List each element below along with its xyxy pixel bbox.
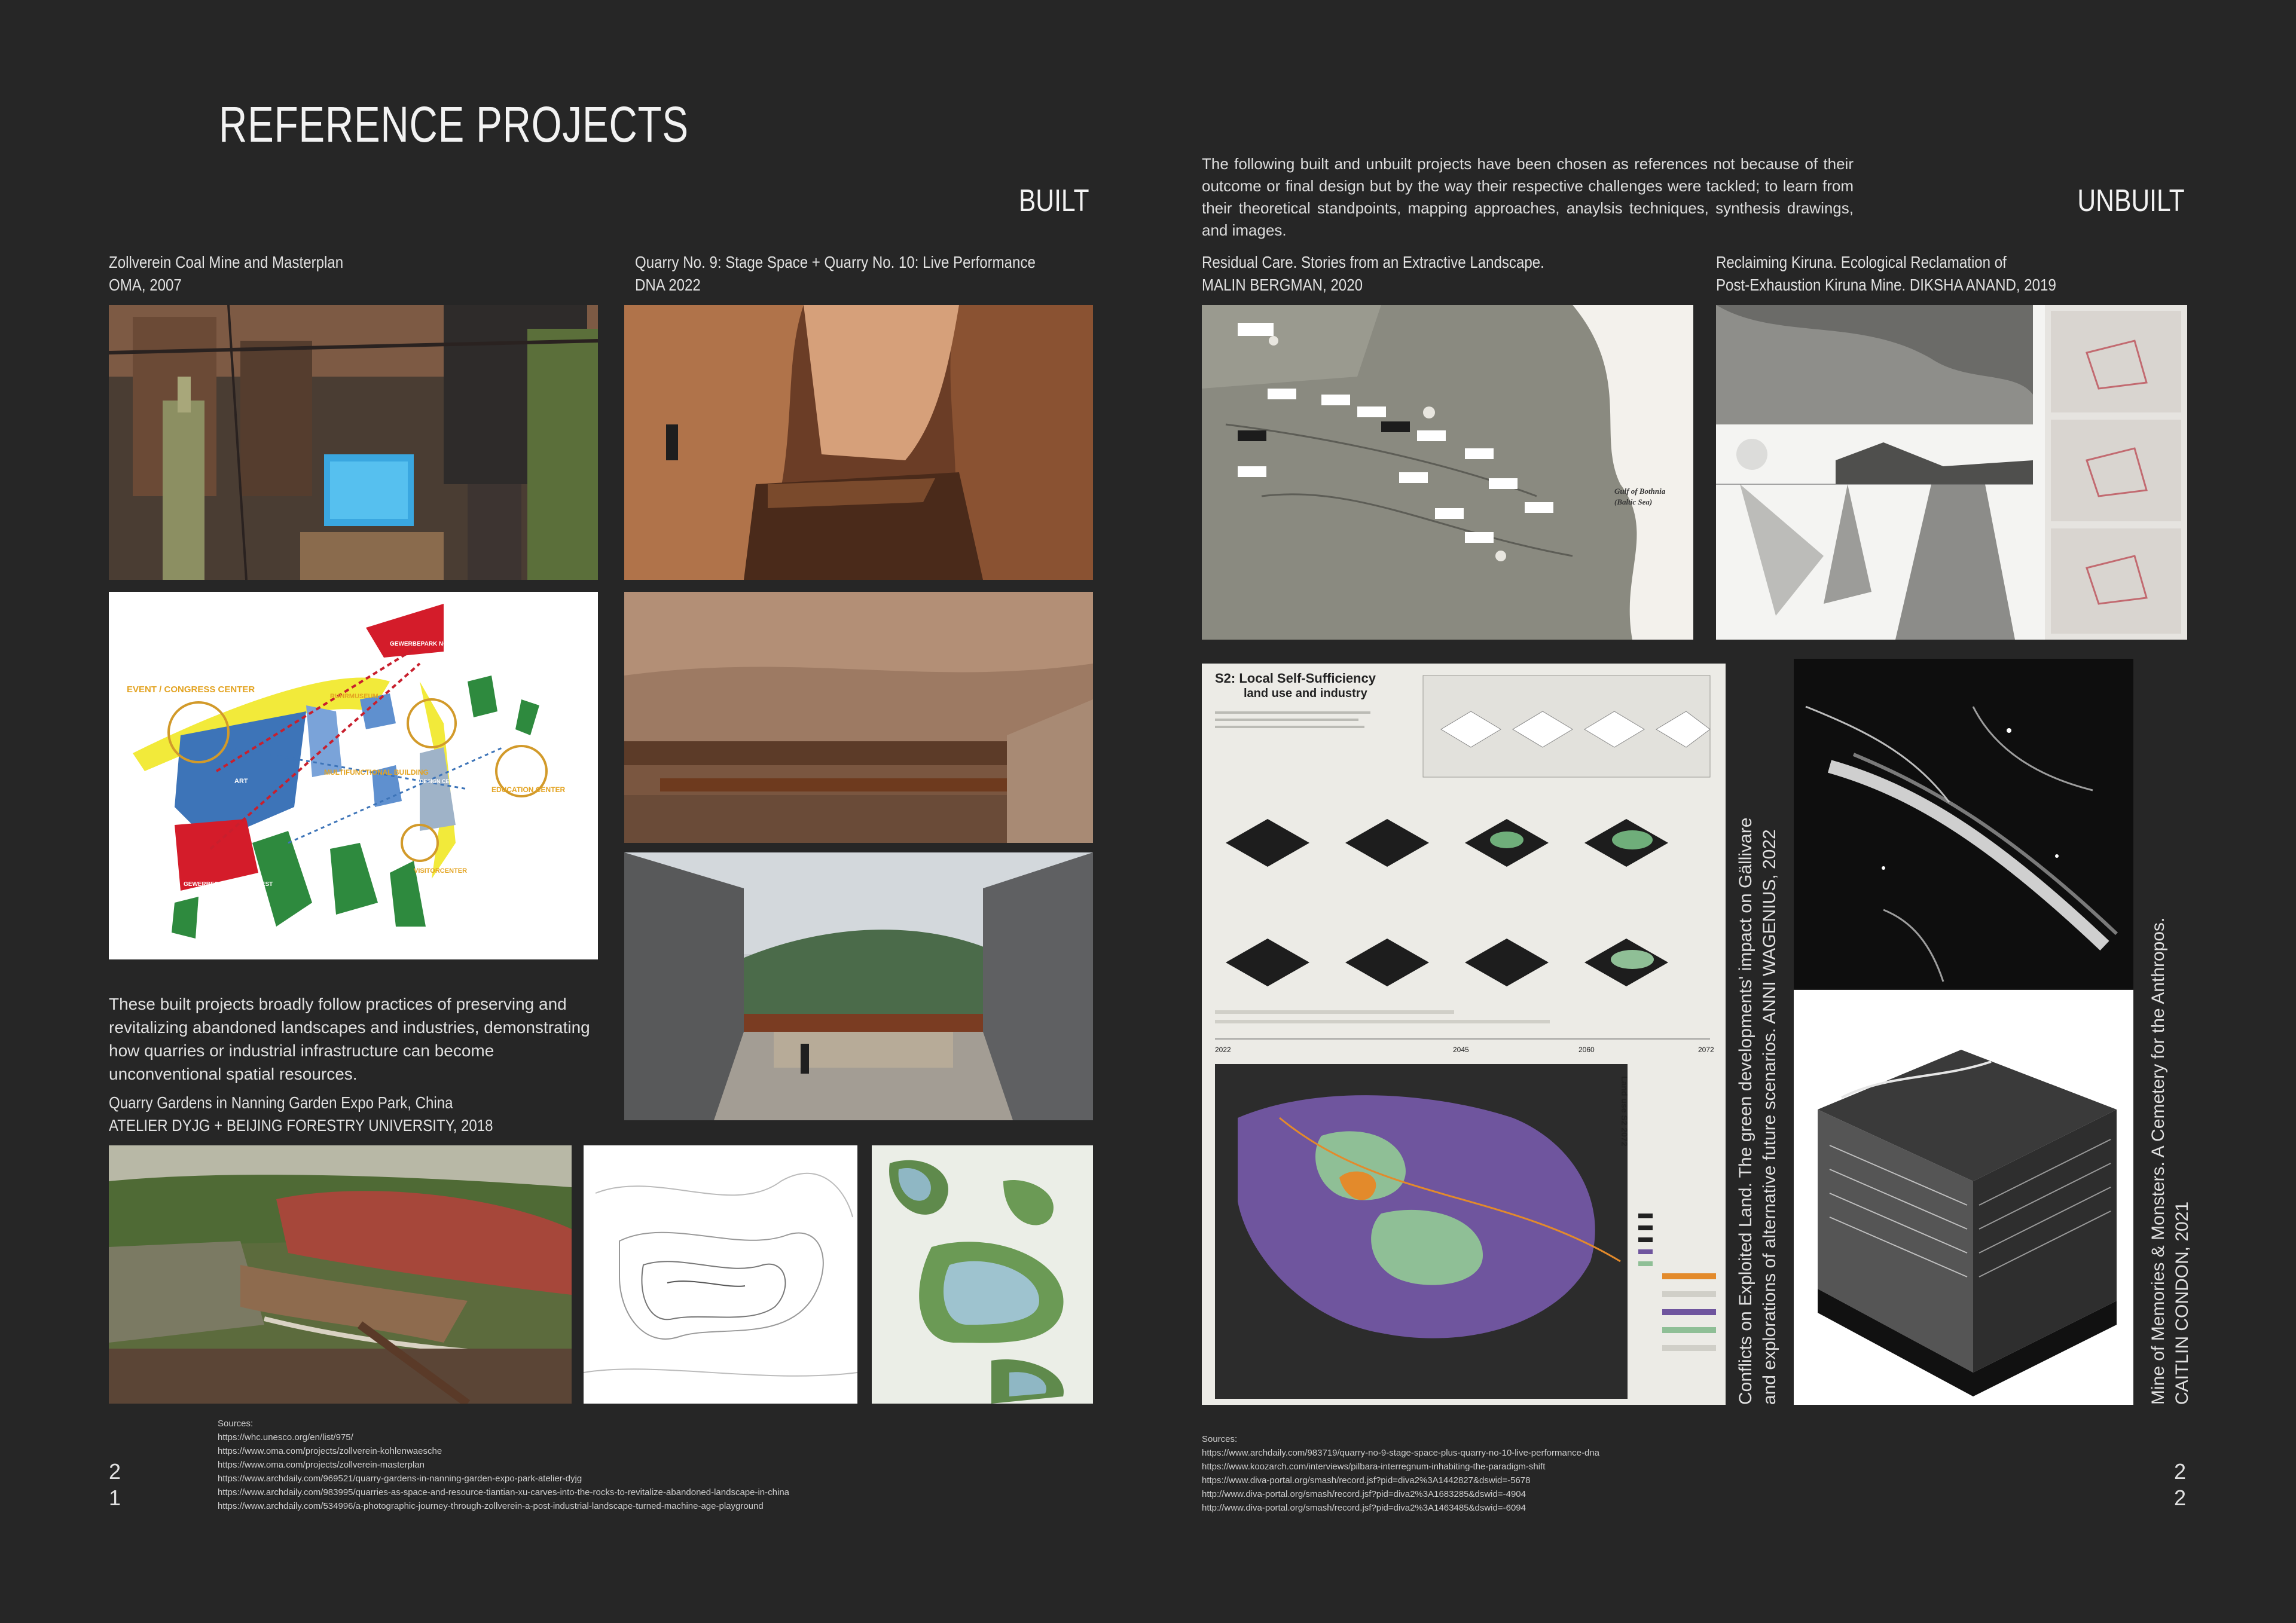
s2-year: 2022	[1215, 1046, 1231, 1054]
quarry-stage-photo-1	[624, 305, 1093, 580]
caption-line: CAITLIN CONDON, 2021	[2172, 1201, 2192, 1405]
diagram-label-south-west: GEWERBEPARK SOUTH-WEST	[184, 881, 273, 888]
page-digit: 1	[109, 1486, 121, 1510]
page-digit: 2	[2174, 1459, 2187, 1484]
diagram-label-education: EDUCATION CENTER	[491, 785, 566, 794]
diagram-label-north-east: GEWERBEPARK NORD-EAST	[390, 641, 475, 647]
caption-line: Conflicts on Exploited Land. The green developments' impact on Gällivare	[1736, 817, 1755, 1405]
caption-title-2: Post-Exhaustion Kiruna Mine. DIKSHA ANAND, 2019	[1716, 276, 2056, 294]
s2-year: 2060	[1578, 1046, 1595, 1054]
section-label-built: BUILT	[1019, 184, 1089, 218]
diagram-label-design: DESIGN CENTER	[420, 778, 465, 784]
s2-subtitle: land use and industry	[1244, 687, 1367, 700]
caption-quarry-dna	[635, 251, 1036, 297]
source-link[interactable]: https://www.oma.com/projects/zollverein-masterplan	[218, 1460, 425, 1470]
diagram-label-visitor: VISITORCENTER	[414, 867, 468, 875]
intro-paragraph: The following built and unbuilt projects have been chosen as references not because of their outcome or final design but by the way their respective challenges were tackled; to learn from their theoretical standpoints, mapping approaches, anaylsis techniques, synthesis drawings, and images.	[1202, 155, 1854, 239]
caption-kiruna	[1716, 251, 2056, 297]
zollverein-photo	[109, 305, 598, 580]
page-number-left	[109, 1459, 121, 1511]
diagram-label-multifunctional: MULTIFUNCTIONAL BUILDING	[324, 768, 429, 777]
caption-conflicts	[1734, 818, 1782, 1405]
map-label-gulf: Gulf of Bothnia	[1614, 487, 1666, 496]
s2-year: 2072	[1698, 1046, 1714, 1054]
kiruna-drawing	[1716, 305, 2187, 640]
quarry-stage-photo-3	[624, 852, 1093, 1120]
mine-memories-block	[1794, 990, 2133, 1405]
quarry-gardens-plan-color	[872, 1145, 1093, 1404]
page-digit: 2	[109, 1459, 121, 1484]
caption-quarry-gardens	[109, 1092, 493, 1137]
mine-memories-aerial	[1794, 659, 2133, 989]
map-label-baltic: (Baltic Sea)	[1614, 497, 1653, 506]
source-link[interactable]: https://www.archdaily.com/983719/quarry-no-9-stage-space-plus-quarry-no-10-live-performance-dna	[1202, 1448, 1600, 1458]
source-link[interactable]: http://www.diva-portal.org/smash/record.jsf?pid=diva2%3A1683285&dswid=-4904	[1202, 1489, 1526, 1499]
zollverein-masterplan-diagram	[109, 592, 598, 959]
caption-zollverein	[109, 251, 343, 297]
caption-title: Residual Care. Stories from an Extractive Landscape.	[1202, 253, 1544, 271]
section-label-unbuilt: UNBUILT	[2077, 184, 2185, 218]
built-description: These built projects broadly follow practices of preserving and revitalizing abandoned landscapes and industries, demonstrating how quarries or industrial infrastructure can become unconventional spatial resources.	[109, 995, 590, 1083]
source-link[interactable]: https://www.archdaily.com/534996/a-photographic-journey-through-zollverein-a-post-industrial-landscape-turned-machine-age-playground	[218, 1501, 764, 1511]
source-link[interactable]: https://www.diva-portal.org/smash/record.jsf?pid=diva2%3A1442827&dswid=-5678	[1202, 1475, 1531, 1486]
caption-title: Reclaiming Kiruna. Ecological Reclamation of	[1716, 253, 2007, 271]
s2-scenario-panel	[1202, 664, 1726, 1405]
caption-title: Quarry Gardens in Nanning Garden Expo Park, China	[109, 1093, 453, 1112]
caption-line: and explorations of alternative future scenarios. ANNI WAGENIUS, 2022	[1760, 829, 1779, 1405]
quarry-gardens-photo	[109, 1145, 572, 1404]
sources-left	[218, 1417, 789, 1513]
caption-line: Mine of Memories & Monsters. A Cemetery for the Anthropos.	[2148, 917, 2168, 1405]
caption-title: Zollverein Coal Mine and Masterplan	[109, 253, 344, 271]
diagram-label-ruhrmuseum: RUHRMUSEUM	[330, 693, 378, 700]
page-digit: 2	[2174, 1486, 2187, 1510]
caption-title: Quarry No. 9: Stage Space + Quarry No. 10: Live Performance	[635, 253, 1036, 271]
source-link[interactable]: https://www.archdaily.com/969521/quarry-gardens-in-nanning-garden-expo-park-atelier-dyjg	[218, 1474, 582, 1484]
sources-right	[1202, 1432, 1599, 1515]
quarry-gardens-plan-line	[584, 1145, 857, 1404]
sources-heading: Sources:	[1202, 1434, 1238, 1444]
caption-mine-memories	[2147, 918, 2194, 1405]
s2-year: 2045	[1453, 1046, 1469, 1054]
diagram-label-art: ART	[234, 778, 248, 785]
caption-residual-care	[1202, 251, 1544, 297]
page-number-right	[2174, 1459, 2186, 1511]
caption-author: DNA 2022	[635, 276, 701, 294]
source-link[interactable]: https://whc.unesco.org/en/list/975/	[218, 1432, 353, 1442]
caption-author: MALIN BERGMAN, 2020	[1202, 276, 1363, 294]
page-title: REFERENCE PROJECTS	[219, 96, 689, 152]
s2-title: S2: Local Self-Sufficiency	[1215, 671, 1376, 686]
source-link[interactable]: https://www.archdaily.com/983995/quarries-as-space-and-resource-tiantian-xu-carves-into-the-rocks-to-revitalize-abandoned-landscape-in-china	[218, 1487, 790, 1497]
s2-land-use-label: Land use S2 2072	[1620, 1076, 1629, 1147]
quarry-stage-photo-2	[624, 592, 1093, 843]
source-link[interactable]: http://www.diva-portal.org/smash/record.jsf?pid=diva2%3A1463485&dswid=-6094	[1202, 1503, 1526, 1513]
residual-care-map	[1202, 305, 1693, 640]
sources-heading: Sources:	[218, 1419, 254, 1429]
caption-author: ATELIER DYJG + BEIJING FORESTRY UNIVERSITY, 2018	[109, 1116, 493, 1135]
diagram-label-event: EVENT / CONGRESS CENTER	[127, 684, 255, 695]
caption-author: OMA, 2007	[109, 276, 182, 294]
source-link[interactable]: https://www.koozarch.com/interviews/pilbara-interregnum-inhabiting-the-paradigm-shift	[1202, 1462, 1546, 1472]
source-link[interactable]: https://www.oma.com/projects/zollverein-kohlenwaesche	[218, 1446, 442, 1456]
